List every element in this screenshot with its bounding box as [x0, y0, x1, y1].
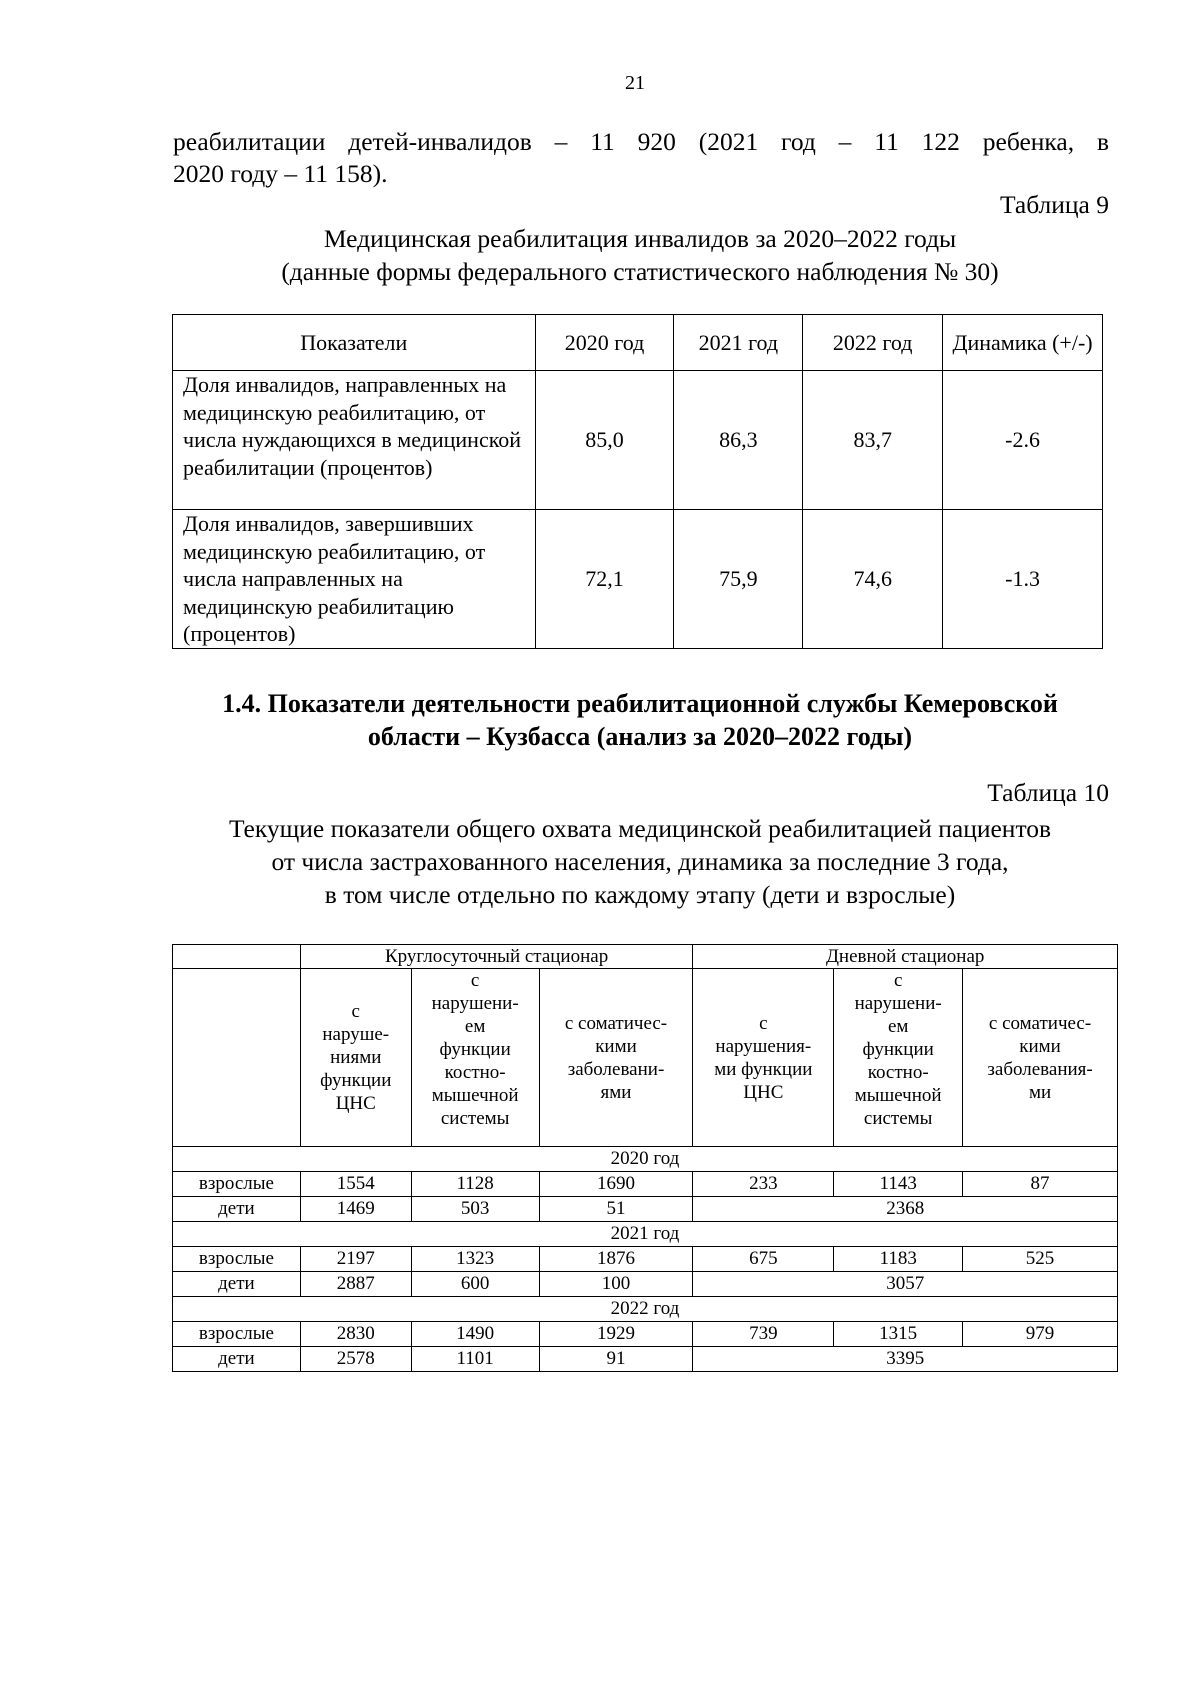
- table10-year-row: [173, 1297, 1118, 1322]
- table10-caption-line-3: в том числе отдельно по каждому этапу (дети и взрослые): [324, 880, 956, 909]
- section-heading: [150, 687, 1130, 753]
- table-row: [173, 371, 1103, 510]
- table9: [172, 314, 1103, 649]
- table10-year-2022: 2022 год: [173, 1297, 1118, 1322]
- cell: 1690: [539, 1172, 693, 1197]
- row-label-adults: взрослые: [173, 1247, 301, 1272]
- cell: 503: [411, 1197, 539, 1222]
- cell: 1183: [834, 1247, 963, 1272]
- row-label-children: дети: [173, 1197, 301, 1222]
- row-label-adults: взрослые: [173, 1322, 301, 1347]
- table-row: [173, 1272, 1118, 1297]
- table9-row2-2021: 75,9: [674, 510, 803, 649]
- table9-row1-2020: 85,0: [535, 371, 674, 510]
- table9-label: Таблица 9: [999, 190, 1109, 219]
- table9-caption-line-2: (данные формы федерального статистического наблюдения № 30): [281, 257, 999, 286]
- table10-caption-line-2: от числа застрахованного населения, динамика за последние 3 года,: [271, 847, 1009, 876]
- table10-sub-header-3: с соматичес- кими заболевани- ями: [539, 969, 693, 1147]
- table-row: [173, 1347, 1118, 1372]
- cell: 87: [963, 1172, 1118, 1197]
- table9-caption-line-1: Медицинская реабилитация инвалидов за 2020–2022 годы: [323, 224, 957, 253]
- cell: 1876: [539, 1247, 693, 1272]
- table9-header-indicator: Показатели: [173, 315, 536, 371]
- section-heading-line-1: 1.4. Показатели деятельности реабилитационной службы Кемеровской: [222, 689, 1058, 718]
- table9-row2-dynamics: -1.3: [943, 510, 1103, 649]
- table10-year-row: [173, 1147, 1118, 1172]
- table10-sub-header-blank: [173, 969, 301, 1147]
- table10-sub-header-6: с соматичес- кими заболевания- ми: [963, 969, 1118, 1147]
- table9-row1-dynamics: -2.6: [943, 371, 1103, 510]
- table10-year-row: [173, 1222, 1118, 1247]
- table9-row1-2022: 83,7: [803, 371, 943, 510]
- cell: 1554: [300, 1172, 411, 1197]
- cell: 1315: [834, 1322, 963, 1347]
- cell: 100: [539, 1272, 693, 1297]
- table9-header-2020: 2020 год: [535, 315, 674, 371]
- table-row: [173, 1322, 1118, 1347]
- table9-header-2022: 2022 год: [803, 315, 943, 371]
- cell: 1143: [834, 1172, 963, 1197]
- cell-children-day-total: 2368: [693, 1197, 1118, 1222]
- table9-row1-indicator: Доля инвалидов, направленных на медицинскую реабилитацию, от числа нуждающихся в медицинской реабилитации (процентов): [173, 371, 536, 510]
- cell: 1490: [411, 1322, 539, 1347]
- page-number: 21: [625, 72, 645, 94]
- table-row: [173, 510, 1103, 649]
- cell-children-day-total: 3057: [693, 1272, 1118, 1297]
- table10-sub-header-4: с нарушения- ми функции ЦНС: [693, 969, 834, 1147]
- cell: 979: [963, 1322, 1118, 1347]
- cell: 600: [411, 1272, 539, 1297]
- row-label-children: дети: [173, 1272, 301, 1297]
- table-row: [173, 1197, 1118, 1222]
- cell: 1469: [300, 1197, 411, 1222]
- table10-caption: [150, 812, 1130, 911]
- section-heading-line-2: области – Кузбасса (анализ за 2020–2022 годы): [367, 722, 913, 751]
- row-label-adults: взрослые: [173, 1172, 301, 1197]
- table10-sub-header-2: с нарушени- ем функции костно- мышечной системы: [411, 969, 539, 1147]
- row-label-children: дети: [173, 1347, 301, 1372]
- table9-header-dynamics: [943, 315, 1103, 371]
- table10-year-2021: 2021 год: [173, 1222, 1118, 1247]
- cell: 1323: [411, 1247, 539, 1272]
- table9-row1-2021: 86,3: [674, 371, 803, 510]
- cell: 2197: [300, 1247, 411, 1272]
- table-row: [173, 1247, 1118, 1272]
- table9-row2-2022: 74,6: [803, 510, 943, 649]
- intro-line-1: реабилитации детей-инвалидов – 11 920 (2021 год – 11 122 ребенка, в: [173, 127, 1109, 156]
- cell: 233: [693, 1172, 834, 1197]
- cell: 1929: [539, 1322, 693, 1347]
- cell: 1101: [411, 1347, 539, 1372]
- cell: 739: [693, 1322, 834, 1347]
- cell: 91: [539, 1347, 693, 1372]
- cell-children-day-total: 3395: [693, 1347, 1118, 1372]
- table10-label: Таблица 10: [987, 778, 1109, 807]
- cell: 1128: [411, 1172, 539, 1197]
- table9-header-dynamics-label: Динамика (+/-): [952, 330, 1093, 355]
- table10: [172, 944, 1118, 1372]
- intro-paragraph: [173, 126, 1109, 190]
- table9-caption: [150, 222, 1130, 288]
- cell: 2578: [300, 1347, 411, 1372]
- table9-row2-2020: 72,1: [535, 510, 674, 649]
- table10-sub-header-row: [173, 969, 1118, 1147]
- table10-sub-header-5: с нарушени- ем функции костно- мышечной системы: [834, 969, 963, 1147]
- table10-group-header-day: Дневной стационар: [693, 945, 1118, 969]
- table10-caption-line-1: Текущие показатели общего охвата медицинской реабилитацией пациентов: [228, 814, 1052, 843]
- cell: 2830: [300, 1322, 411, 1347]
- table10-year-2020: 2020 год: [173, 1147, 1118, 1172]
- table-row: [173, 1172, 1118, 1197]
- cell: 525: [963, 1247, 1118, 1272]
- intro-line-2: 2020 году – 11 158).: [173, 159, 388, 188]
- table9-header-2021: 2021 год: [674, 315, 803, 371]
- cell: 675: [693, 1247, 834, 1272]
- cell: 2887: [300, 1272, 411, 1297]
- table10-group-header-row: [173, 945, 1118, 969]
- table10-sub-header-1: с наруше- ниями функции ЦНС: [300, 969, 411, 1147]
- table10-corner-cell: [173, 945, 301, 969]
- table9-row2-indicator: Доля инвалидов, завершивших медицинскую реабилитацию, от числа направленных на медицинскую реабилитацию (процентов): [173, 510, 536, 649]
- cell: 51: [539, 1197, 693, 1222]
- table10-group-header-round-the-clock: Круглосуточный стационар: [300, 945, 693, 969]
- table9-header-row: [173, 315, 1103, 371]
